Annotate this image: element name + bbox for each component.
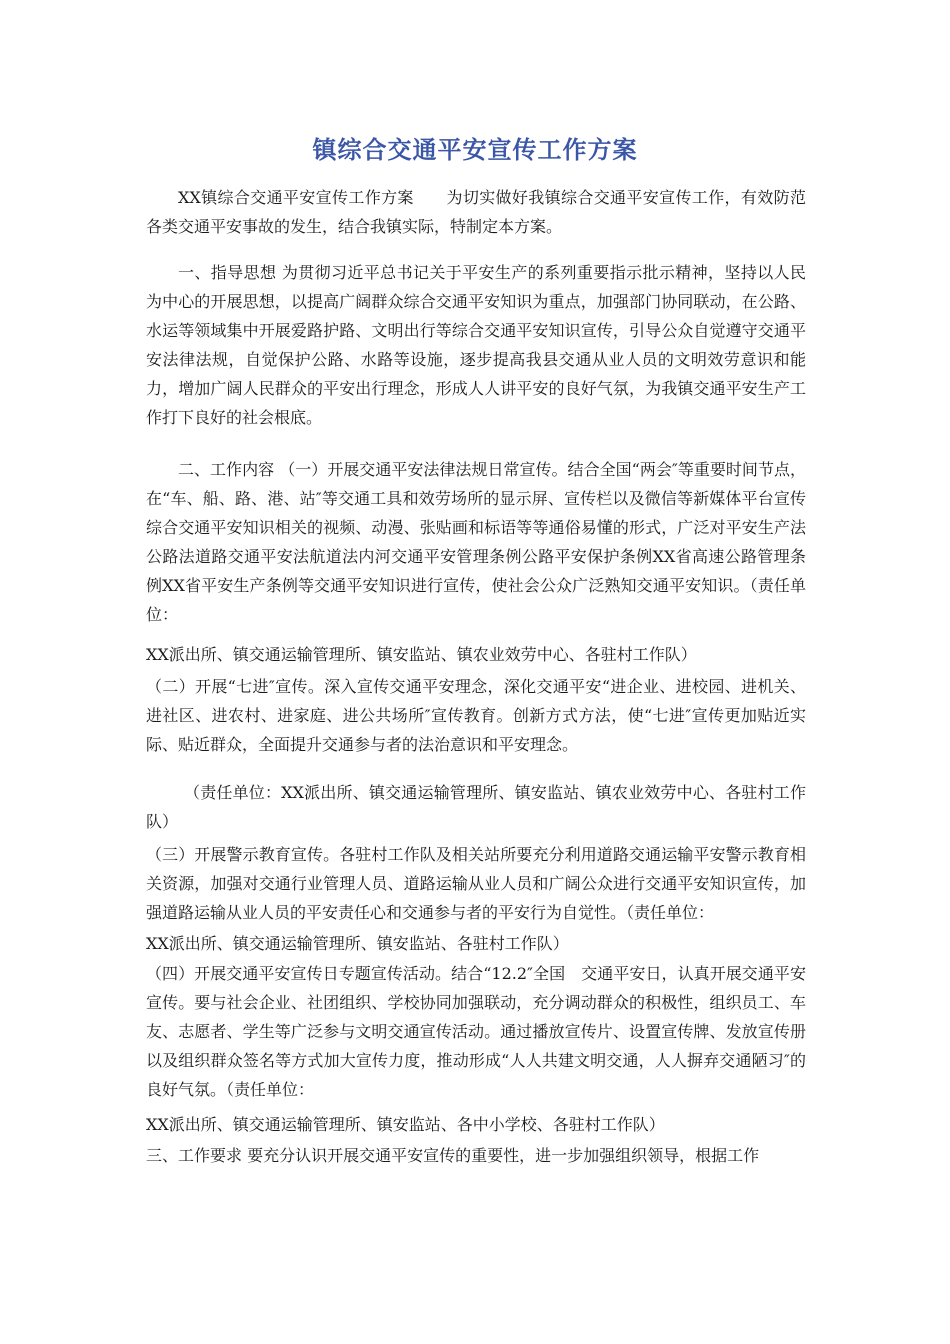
paragraph-work-content-1: 二、工作内容 （一）开展交通平安法律法规日常宣传。结合全国“两会″等重要时间节点，在“车、船、路、港、站″等交通工具和效劳场所的显示屏、宣传栏以及微信等新媒体平台宣传综合交通平安知识相关的视频、动漫、张贴画和标语等等通俗易懂的形式，广泛对平安生产法公路法道路交通平安法航道法内河交通平安管理条例公路平安保护条例XX省高速公路管理条例XX省平安生产条例等交通平安知识进行宣传，使社会公众广泛熟知交通平安知识。（责任单位： xyxy=(146,460,806,624)
paragraph-intro: XX镇综合交通平安宣传工作方案 为切实做好我镇综合交通平安宣传工作，有效防范各类交通平安事故的发生，结合我镇实际，特制定本方案。 xyxy=(146,188,806,236)
paragraph-seven-entries: （二）开展“七进″宣传。深入宣传交通平安理念，深化交通平安“进企业、进校园、进机关、进社区、进农村、进家庭、进公共场所″宣传教育。创新方式方法，使“七进″宣传更加贴近实际、贴近群众，全面提升交通参与者的法治意识和平安理念。 xyxy=(146,677,806,754)
paragraph-guiding-thought: 一、指导思想 为贯彻习近平总书记关于平安生产的系列重要指示批示精神，坚持以人民为中心的开展思想，以提高广阔群众综合交通平安知识为重点，加强部门协同联动，在公路、水运等领域集中开展爱路护路、文明出行等综合交通平安知识宣传，引导公众自觉遵守交通平安法律法规，自觉保护公路、水路等设施，逐步提高我县交通从业人员的文明效劳意识和能力，增加广阔人民群众的平安出行理念，形成人人讲平安的良好气氛，为我镇交通平安生产工作打下良好的社会根底。 xyxy=(146,263,806,427)
paragraph-safety-day: （四）开展交通平安宣传日专题宣传活动。结合“12.2″全国 交通平安日，认真开展交通平安宣传。要与社会企业、社团组织、学校协同加强联动，充分调动群众的积极性，组织员工、车友、志愿者、学生等广泛参与文明交通宣传活动。通过播放宣传片、设置宣传牌、发放宣传册以及组织群众签名等方式加大宣传力度，推动形成“人人共建文明交通，人人摒弃交通陋习″的良好气氛。（责任单位： xyxy=(146,964,806,1099)
paragraph-warning-education: （三）开展警示教育宣传。各驻村工作队及相关站所要充分利用道路交通运输平安警示教育相关资源，加强对交通行业管理人员、道路运输从业人员和广阔公众进行交通平安知识宣传，加强道路运输从业人员的平安责任心和交通参与者的平安行为自觉性。（责任单位： xyxy=(146,845,806,922)
paragraph-responsible-units-3: XX派出所、镇交通运输管理所、镇安监站、各驻村工作队） xyxy=(146,934,569,953)
document-title: 镇综合交通平安宣传工作方案 xyxy=(312,136,638,164)
paragraph-responsible-units-2: （责任单位：XX派出所、镇交通运输管理所、镇安监站、镇农业效劳中心、各驻村工作队） xyxy=(146,783,806,831)
paragraph-work-requirements: 三、工作要求 要充分认识开展交通平安宣传的重要性，进一步加强组织领导，根据工作 xyxy=(146,1146,760,1165)
paragraph-responsible-units-4: XX派出所、镇交通运输管理所、镇安监站、各中小学校、各驻村工作队） xyxy=(146,1115,665,1134)
paragraph-responsible-units-1: XX派出所、镇交通运输管理所、镇安监站、镇农业效劳中心、各驻村工作队） xyxy=(146,645,697,664)
